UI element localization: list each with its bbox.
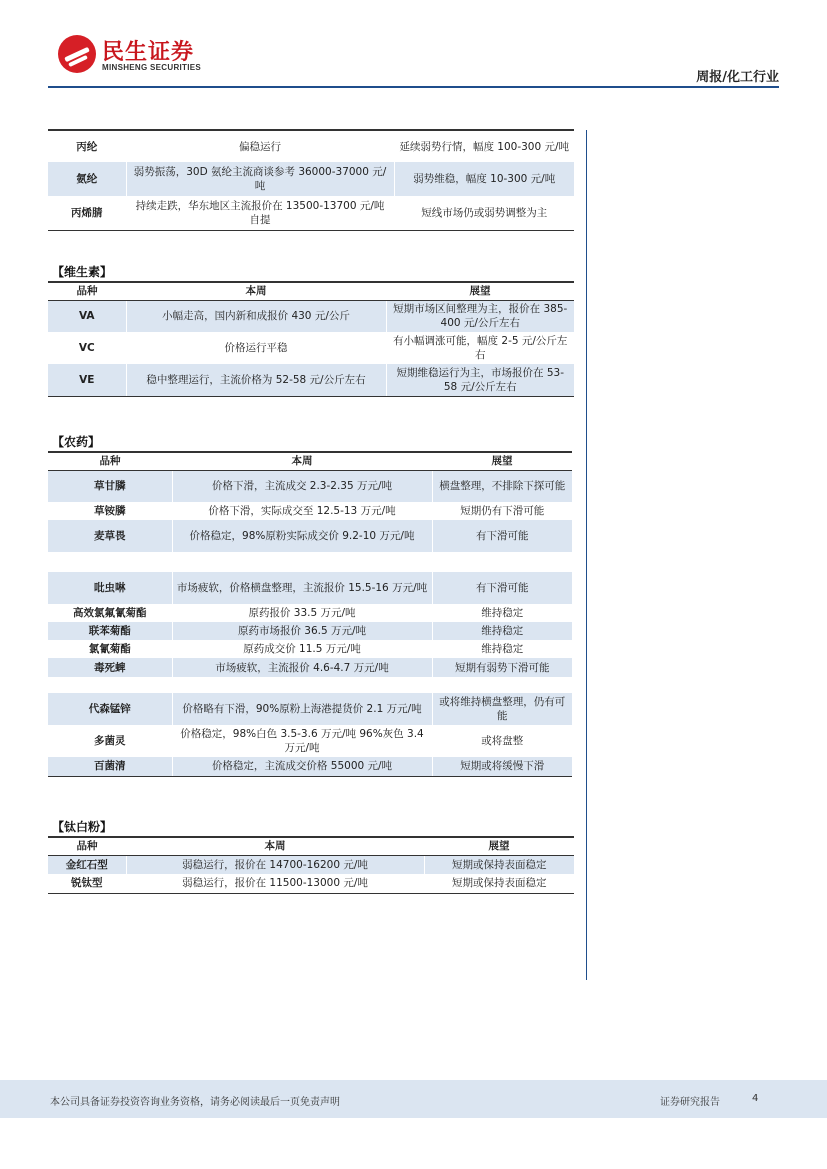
titanium-table-body: [48, 855, 574, 893]
table-row: [48, 162, 574, 196]
variety-cell: [48, 677, 172, 693]
report-label: 证券研究报告: [660, 1097, 720, 1108]
table-row: [48, 622, 572, 640]
pesticide-table: [48, 451, 572, 777]
fiber-table-body: [48, 130, 574, 230]
variety-cell: 丙纶: [48, 130, 126, 162]
report-type: 周报/化工行业: [696, 70, 779, 85]
this-week-cell: 弱稳运行，报价在 11500-13000 元/吨: [126, 874, 424, 893]
table-row: [48, 502, 572, 520]
fiber-table: [48, 129, 574, 231]
titanium-table: [48, 836, 574, 894]
page-header: [0, 0, 827, 92]
section-title-titanium: 【钛白粉】: [52, 820, 113, 834]
column-divider: [586, 130, 587, 980]
outlook-cell: 短期或保持表面稳定: [424, 874, 574, 893]
table-row: [48, 130, 574, 162]
table-row: [48, 196, 574, 230]
logo-emblem-icon: [58, 35, 96, 73]
this-week-cell: 市场疲软，价格横盘整理，主流报价 15.5-16 万元/吨: [172, 572, 432, 604]
variety-cell: 毒死蜱: [48, 658, 172, 677]
table-row: [48, 874, 574, 893]
this-week-cell: [172, 552, 432, 572]
variety-cell: 草甘膦: [48, 470, 172, 502]
header-divider: [48, 86, 779, 88]
table-row: [48, 757, 572, 776]
outlook-cell: 短期有弱势下滑可能: [432, 658, 572, 677]
this-week-cell: 价格稳定，98%原粉实际成交价 9.2-10 万元/吨: [172, 520, 432, 552]
page-footer: [0, 1080, 827, 1118]
this-week-cell: 弱势振荡，30D 氨纶主流商谈参考 36000-37000 元/吨: [126, 162, 394, 196]
outlook-cell: 或将维持横盘整理，仍有可能: [432, 693, 572, 725]
this-week-cell: [172, 677, 432, 693]
outlook-cell: 有下滑可能: [432, 520, 572, 552]
outlook-cell: 维持稳定: [432, 622, 572, 640]
variety-cell: 丙烯腈: [48, 196, 126, 230]
table-row: [48, 364, 574, 396]
header-outlook: 展望: [424, 837, 574, 855]
this-week-cell: 价格运行平稳: [126, 332, 386, 364]
header-outlook: 展望: [386, 282, 574, 300]
outlook-cell: 延续弱势行情，幅度 100-300 元/吨: [394, 130, 574, 162]
outlook-cell: [432, 552, 572, 572]
disclaimer-text: 本公司具备证券投资咨询业务资格，请务必阅读最后一页免责声明: [50, 1097, 340, 1108]
outlook-cell: 横盘整理，不排除下探可能: [432, 470, 572, 502]
outlook-cell: 或将盘整: [432, 725, 572, 757]
this-week-cell: 价格稳定，主流成交价格 55000 元/吨: [172, 757, 432, 776]
outlook-cell: 有下滑可能: [432, 572, 572, 604]
outlook-cell: 短期或保持表面稳定: [424, 855, 574, 874]
header-outlook: 展望: [432, 452, 572, 470]
variety-cell: 草铵膦: [94, 505, 126, 517]
this-week-cell: 市场疲软，主流报价 4.6-4.7 万元/吨: [172, 658, 432, 677]
outlook-cell: 弱势维稳，幅度 10-300 元/吨: [394, 162, 574, 196]
variety-cell: 麦草畏: [48, 520, 172, 552]
variety-cell: VC: [78, 342, 95, 354]
header-variety: 品种: [48, 837, 126, 855]
table-row: [48, 520, 572, 552]
variety-cell: 百菌清: [48, 757, 172, 776]
header-this-week: 本周: [126, 837, 424, 855]
table-row: [48, 572, 572, 604]
header-this-week: 本周: [126, 282, 386, 300]
pesticide-table-body: [48, 470, 572, 776]
header-this-week: 本周: [172, 452, 432, 470]
table-row: [48, 855, 574, 874]
outlook-cell: 短期市场区间整理为主，报价在 385-400 元/公斤左右: [386, 300, 574, 332]
variety-cell: 锐钛型: [48, 874, 126, 893]
logo-chinese-name: 民生证券: [102, 40, 195, 65]
outlook-cell: 短期维稳运行为主，市场报价在 53-58 元/公斤左右: [386, 364, 574, 396]
section-title-vitamin: 【维生素】: [52, 265, 113, 279]
variety-cell: 吡虫啉: [48, 572, 172, 604]
outlook-cell: 短线市场仍或弱势调整为主: [394, 196, 574, 230]
this-week-cell: 价格稳定，98%白色 3.5-3.6 万元/吨 96%灰色 3.4 万元/吨: [172, 725, 432, 757]
outlook-cell: [432, 677, 572, 693]
vitamin-table: [48, 281, 574, 397]
table-row: [48, 725, 572, 757]
variety-cell: 金红石型: [48, 855, 126, 874]
variety-cell: 高效氯氟氰菊酯: [73, 607, 147, 619]
table-row: [48, 470, 572, 502]
variety-cell: 代森锰锌: [48, 693, 172, 725]
logo-english-name: MINSHENG SECURITIES: [102, 63, 202, 72]
variety-cell: 多菌灵: [94, 735, 126, 747]
variety-cell: VA: [48, 300, 126, 332]
variety-cell: [48, 552, 172, 572]
variety-cell: 氨纶: [48, 162, 126, 196]
this-week-cell: 持续走跌，华东地区主流报价在 13500-13700 元/吨自提: [126, 196, 394, 230]
header-variety: 品种: [48, 452, 172, 470]
variety-cell: VE: [48, 364, 126, 396]
table-row: [48, 658, 572, 677]
this-week-cell: 小幅走高，国内新和成报价 430 元/公斤: [126, 300, 386, 332]
variety-cell: 氯氰菊酯: [88, 643, 131, 655]
this-week-cell: 原药市场报价 36.5 万元/吨: [172, 622, 432, 640]
outlook-cell: 短期仍有下滑可能: [432, 502, 572, 520]
table-row: [48, 640, 572, 658]
vitamin-table-body: [48, 300, 574, 396]
table-row: [48, 300, 574, 332]
this-week-cell: 原药报价 33.5 万元/吨: [172, 604, 432, 622]
section-title-pesticide: 【农药】: [52, 435, 101, 449]
company-logo: [58, 33, 218, 77]
this-week-cell: 稳中整理运行，主流价格为 52-58 元/公斤左右: [126, 364, 386, 396]
table-spacer-row: [48, 677, 572, 693]
outlook-cell: 维持稳定: [432, 604, 572, 622]
table-spacer-row: [48, 552, 572, 572]
outlook-cell: 有小幅调涨可能，幅度 2-5 元/公斤左右: [386, 332, 574, 364]
this-week-cell: 价格下滑，实际成交至 12.5-13 万元/吨: [172, 502, 432, 520]
this-week-cell: 价格下滑，主流成交 2.3-2.35 万元/吨: [172, 470, 432, 502]
this-week-cell: 价格略有下滑，90%原粉上海港提货价 2.1 万元/吨: [172, 693, 432, 725]
page-number: 4: [752, 1093, 759, 1104]
header-variety: 品种: [48, 282, 126, 300]
variety-cell: 联苯菊酯: [48, 622, 172, 640]
table-row: [48, 693, 572, 725]
outlook-cell: 短期或将缓慢下滑: [432, 757, 572, 776]
this-week-cell: 偏稳运行: [126, 130, 394, 162]
this-week-cell: 原药成交价 11.5 万元/吨: [172, 640, 432, 658]
this-week-cell: 弱稳运行，报价在 14700-16200 元/吨: [126, 855, 424, 874]
outlook-cell: 维持稳定: [432, 640, 572, 658]
table-row: [48, 332, 574, 364]
table-row: [48, 604, 572, 622]
